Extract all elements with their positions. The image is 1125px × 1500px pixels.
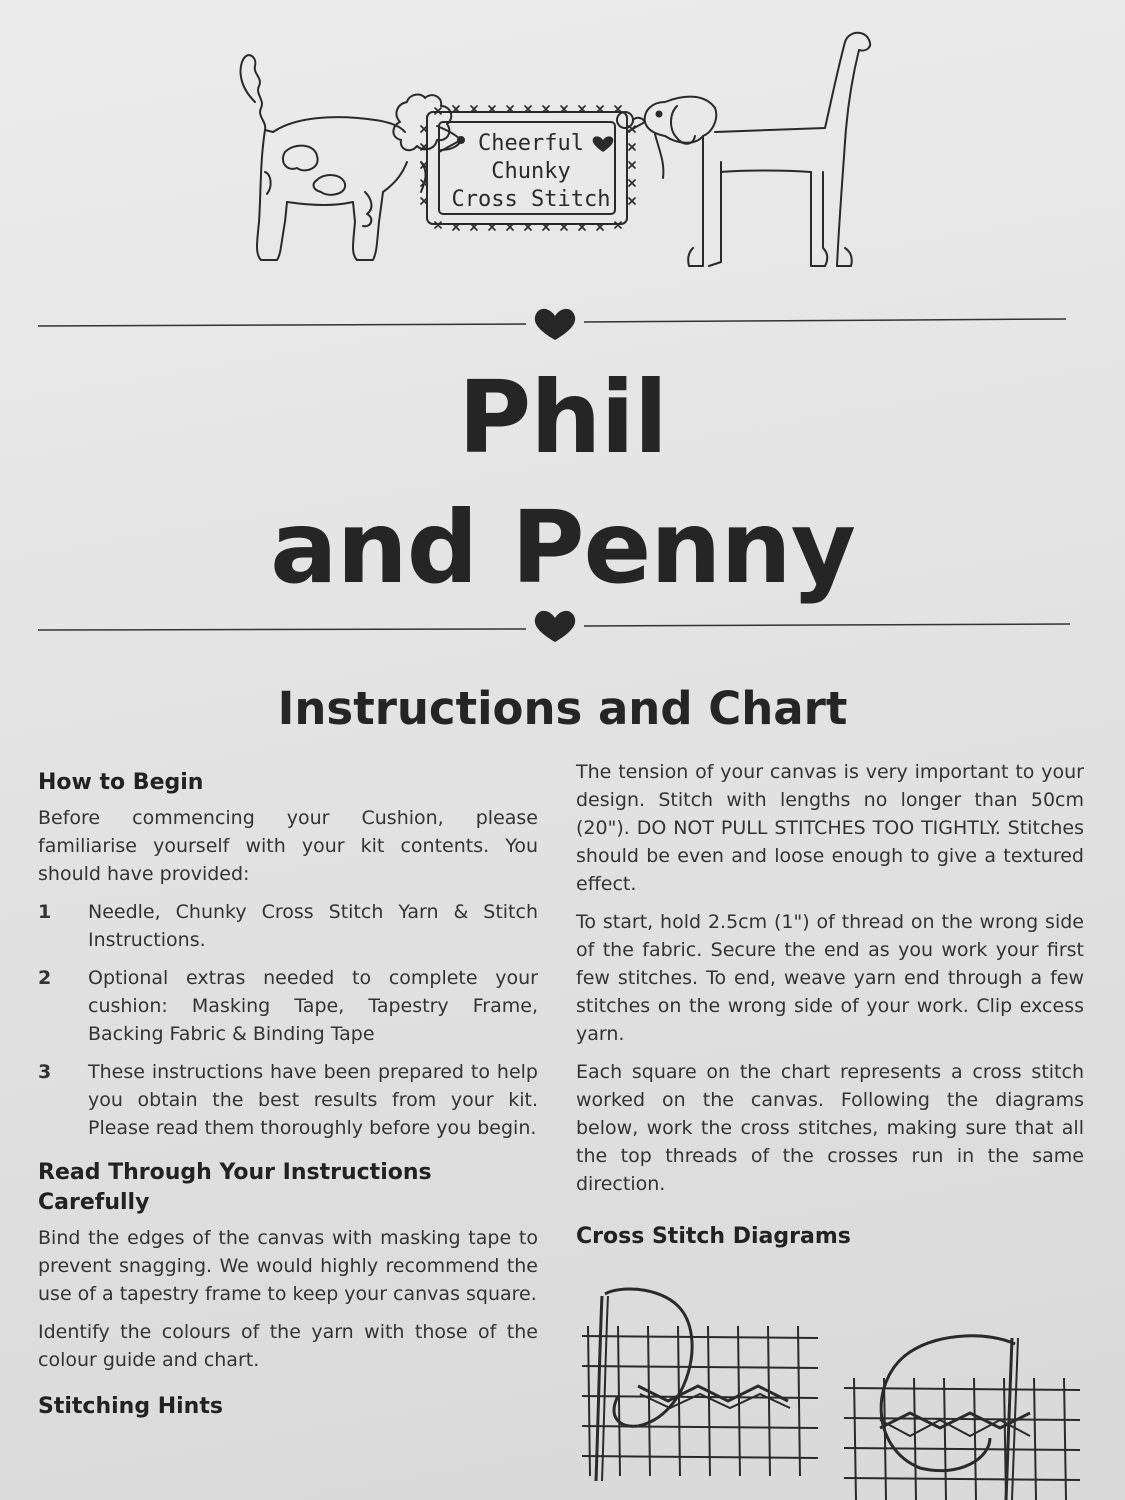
chart-paragraph: Each square on the chart represents a cross stitch worked on the canvas. Following the diagrams below, work the cross stitches, making sure that all the top threads of the crosses run in the same direction. [576,1061,1084,1195]
list-item [38,1058,538,1142]
logo-heart-icon [593,136,614,152]
cross-stitch-diagram-2 [840,1328,1090,1500]
list-number: 1 [38,901,52,923]
left-column [38,768,538,1422]
top-divider [38,304,1073,344]
start-paragraph: To start, hold 2.5cm (1") of thread on the wrong side of the fabric. Secure the end as you work your first few stitches. To end, weave yarn end through a few stitches on the wrong side of your work. Clip excess yarn. [576,911,1084,1045]
read-through-para-1: Bind the edges of the canvas with masking tape to prevent snagging. We would highly recommend the use of a tapestry frame to keep your canvas square. [38,1227,538,1305]
title-line-1: Phil [457,359,668,476]
logo-line-2: Chunky [491,159,571,184]
list-text: Needle, Chunky Cross Stitch Yarn & Stitch Instructions. [88,901,538,951]
list-item [38,898,538,954]
right-column [576,758,1084,1252]
heart-icon [535,309,575,340]
tension-paragraph: The tension of your canvas is very important to your design. Stitch with lengths no longer than 50cm (20"). DO NOT PULL STITCHES TOO TIGHTLY. Stitches should be even and loose enough to give a textured effect. [576,761,1084,895]
list-text: These instructions have been prepared to help you obtain the best results from your kit. Please read them thoroughly before you begin. [88,1061,538,1139]
how-to-begin-heading: How to Begin [38,770,204,795]
list-number: 2 [38,967,52,989]
list-number: 3 [38,1061,52,1083]
bottom-divider [38,604,1073,644]
how-to-begin-intro: Before commencing your Cushion, please familiarise yourself with your kit contents. You should have provided: [38,807,538,885]
list-item [38,964,538,1048]
read-through-heading: Read Through Your Instructions Carefully [38,1160,432,1215]
title-line-2: and Penny [270,489,855,606]
dogs-logo-illustration [225,22,905,272]
subtitle: Instructions and Chart [277,682,848,735]
read-through-para-2: Identify the colours of the yarn with those of the colour guide and chart. [38,1321,538,1371]
diagrams-heading: Cross Stitch Diagrams [576,1224,851,1249]
logo-line-3: Cross Stitch [451,187,611,212]
heart-icon [535,611,575,642]
stitching-hints-heading: Stitching Hints [38,1394,223,1419]
list-text: Optional extras needed to complete your cushion: Masking Tape, Tapestry Frame, Backing Fabric & Binding Tape [88,967,538,1045]
logo-line-1: Cheerful [478,131,584,156]
cross-stitch-diagram-1 [578,1276,828,1486]
